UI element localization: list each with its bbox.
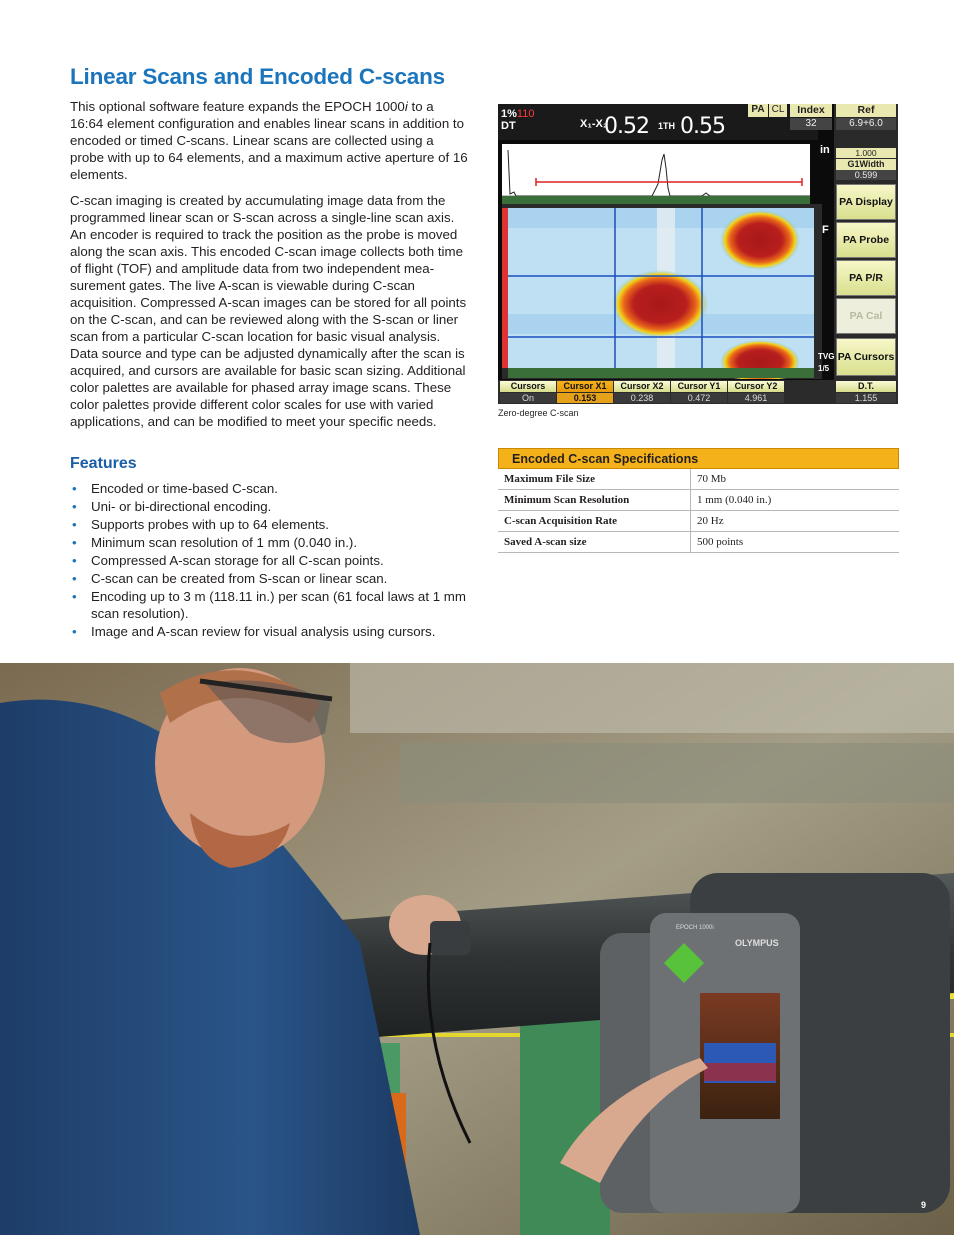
paragraph-2: C-scan imaging is created by accumulating image data from the programmed linear scan or S-scan across a single-line scan axis. An encoder is required to track the position as the probe is moved along the scan axis. This encoded C-scan image collects both time of flight (TOF) and amplitude data from two independent mea-surement gates. The live A-scan is viewable during C-scan acquisition. Compressed A-scan images can be stored for all points on the C-scan, and can be reviewed along with the S-scan or liner scan from a particular C-scan location for basic visual analysis. Data source and type can be adjusted dynamically after the scan is acquired, and cursors are available for basic scan sizing. Additional color palettes are available for phased array image scans. These color palettes provide different color scales for use with varied applications, and can be modified to meet your specific needs. xyxy=(70,193,467,429)
softkey-cursor-y1[interactable]: Cursor Y1 xyxy=(671,381,727,392)
index-label: Index xyxy=(790,104,832,117)
pa-cal-button[interactable]: PA Cal xyxy=(836,298,896,334)
f-label: F xyxy=(822,224,829,236)
spec-key: Minimum Scan Resolution xyxy=(498,490,691,511)
features-heading: Features xyxy=(70,455,137,472)
feature-item: • Supports probes with up to 64 elements. xyxy=(70,516,470,533)
spec-value: 20 Hz xyxy=(691,511,900,532)
feature-item: • Encoding up to 3 m (118.11 in.) per scan (61 focal laws at 1 mm scan resolution). xyxy=(70,588,470,622)
softkey-cursor-y2[interactable]: Cursor Y2 xyxy=(728,381,784,392)
g1width-top: 1.000 xyxy=(836,148,896,158)
spec-key: Saved A-scan size xyxy=(498,532,691,553)
softkey-bar xyxy=(498,380,898,404)
features-list xyxy=(70,480,470,641)
pa-indicator: PA xyxy=(748,104,768,117)
c-scan-image xyxy=(502,204,822,379)
tvg-label: TVG xyxy=(818,352,835,361)
feature-item: • C-scan can be created from S-scan or linear scan. xyxy=(70,570,470,587)
intro-text xyxy=(70,98,470,439)
xx-label: X₁-X₂ xyxy=(580,118,608,130)
screen-side-panel xyxy=(834,104,898,404)
softkey-cursor-x2[interactable]: Cursor X2 xyxy=(614,381,670,392)
feature-item: • Encoded or time-based C-scan. xyxy=(70,480,470,497)
screenshot-caption: Zero-degree C-scan xyxy=(498,408,579,418)
index-value: 32 xyxy=(790,118,832,130)
paragraph-1: This optional software feature expands the EPOCH 1000i to a 16:64 element configuration and enables linear scans in addition to encoded or timed C-scans. Linear scans are collected using a probe with up to 64 elements, and a maximum active aperture of 16 elements. xyxy=(70,99,468,182)
c-scan-screenshot xyxy=(498,104,898,404)
ref-label: Ref xyxy=(836,104,896,117)
feature-item: • Image and A-scan review for visual analysis using cursors. xyxy=(70,623,470,640)
spec-value: 500 points xyxy=(691,532,900,553)
spec-value: 70 Mb xyxy=(691,469,900,490)
a-scan-plot xyxy=(502,144,810,200)
page-title: Linear Scans and Encoded C-scans xyxy=(70,64,445,89)
epoch-device xyxy=(600,873,950,1213)
device-model: EPOCH 1000i xyxy=(676,925,714,931)
spec-value: 1 mm (0.040 in.) xyxy=(691,490,900,511)
softkey-cursors[interactable]: Cursors xyxy=(500,381,556,392)
softkey-cursor-y2-value: 4.961 xyxy=(728,393,784,403)
feature-item: • Minimum scan resolution of 1 mm (0.040 in.). xyxy=(70,534,470,551)
a-scan-ruler xyxy=(502,196,810,204)
xx-value: 0.52 xyxy=(604,114,649,139)
spec-key: Maximum File Size xyxy=(498,469,691,490)
gain-readout: 1%110 DT xyxy=(501,108,535,132)
page-number: 9 xyxy=(921,1200,927,1210)
th-label: 1TH xyxy=(658,121,676,131)
g1width-value: 0.599 xyxy=(836,170,896,180)
screen-mid-column xyxy=(820,134,834,379)
table-row xyxy=(498,511,899,532)
softkey-dt-value: 1.155 xyxy=(836,393,896,403)
spec-table xyxy=(498,469,899,553)
softkey-dt[interactable]: D.T. xyxy=(836,381,896,392)
spec-table-title: Encoded C-scan Specifications xyxy=(498,448,899,469)
table-row xyxy=(498,532,899,553)
softkey-cursor-x2-value: 0.238 xyxy=(614,393,670,403)
softkey-cursors-value: On xyxy=(500,393,556,403)
softkey-cursor-x1[interactable]: Cursor X1 xyxy=(557,381,613,392)
pa-display-button[interactable]: PA Display xyxy=(836,184,896,220)
softkey-cursor-x1-value: 0.153 xyxy=(557,393,613,403)
photo-illustration xyxy=(0,663,954,1235)
cl-indicator: CL xyxy=(769,104,787,117)
th-value: 0.55 xyxy=(680,114,725,139)
feature-item: • Uni- or bi-directional encoding. xyxy=(70,498,470,515)
device-brand: OLYMPUS xyxy=(735,938,779,948)
pa-pr-button[interactable]: PA P/R xyxy=(836,260,896,296)
pa-cursors-button[interactable]: PA Cursors xyxy=(836,338,896,376)
ref-value: 6.9+6.0 xyxy=(836,118,896,130)
pa-probe-button[interactable]: PA Probe xyxy=(836,222,896,258)
c-scan-plot xyxy=(502,204,822,379)
technician-photo xyxy=(0,663,954,1235)
table-row xyxy=(498,469,899,490)
unit-label: in xyxy=(820,144,830,156)
feature-item: • Compressed A-scan storage for all C-scan points. xyxy=(70,552,470,569)
softkey-cursor-y1-value: 0.472 xyxy=(671,393,727,403)
a-scan-waveform xyxy=(502,144,810,200)
ratio-label: 1/5 xyxy=(818,364,830,373)
g1width-label: G1Width xyxy=(836,159,896,170)
table-row xyxy=(498,490,899,511)
spec-key: C-scan Acquisition Rate xyxy=(498,511,691,532)
